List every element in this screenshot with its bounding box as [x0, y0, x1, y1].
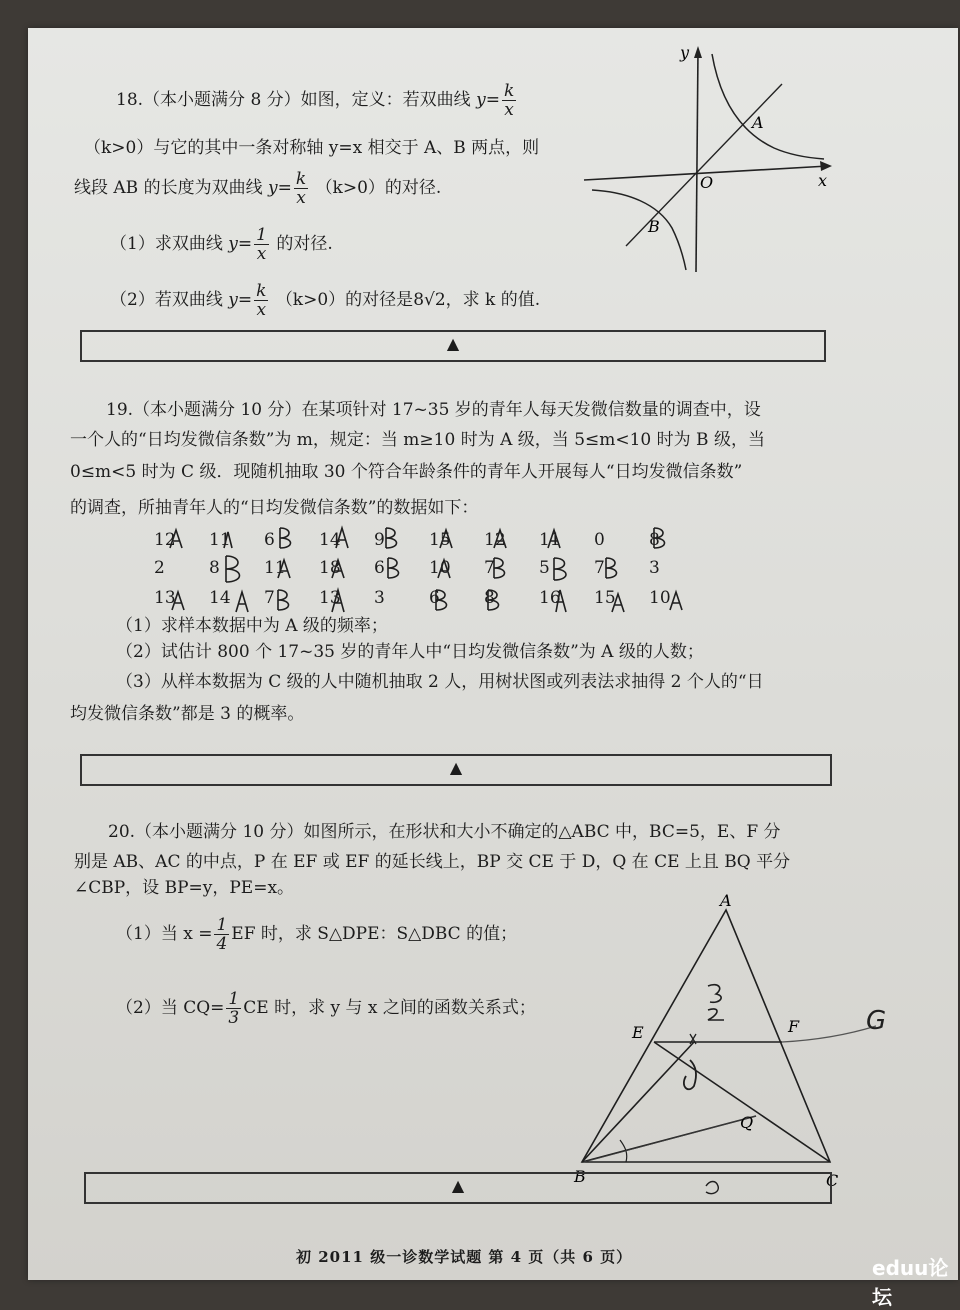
q19-line1: 19.（本小题满分 10 分）在某项针对 17~35 岁的青年人每天发微信数量的调查中，设	[106, 400, 761, 420]
origin-label: O	[700, 173, 714, 192]
x-axis-label: x	[818, 171, 828, 190]
q18-line2: （k>0）与它的其中一条对称轴 y=x 相交于 A、B 两点，则	[84, 138, 540, 158]
fraction-1-over-3: $\frac{1}{3}$	[228, 989, 240, 1028]
triangle-icon: ▲	[449, 758, 463, 777]
q19-part1: （1）求样本数据中为 A 级的频率；	[116, 616, 388, 636]
fraction-1-over-4: $\frac{1}{4}$	[216, 915, 228, 954]
triangle-icon: ▲	[451, 1176, 465, 1195]
fraction-1-over-x: $\frac{1}{x}$	[256, 225, 267, 264]
point-e-label: E	[632, 1023, 644, 1042]
q19-part3a: （3）从样本数据为 C 级的人中随机抽取 2 人，用树状图或列表法求抽得 2 个人的“日	[116, 672, 764, 692]
handwritten-g: G	[866, 1006, 887, 1036]
answer-box-q18[interactable]	[80, 330, 826, 362]
q19-part3b: 均发微信条数”都是 3 的概率。	[70, 704, 305, 724]
point-a-label: A	[752, 113, 764, 132]
q18-line1: 18.（本小题满分 8 分）如图，定义：若双曲线 y= $\frac{k}{x}$	[116, 81, 515, 120]
vertex-a-label: A	[720, 891, 732, 910]
fraction-k-over-x: $\frac{k}{x}$	[503, 81, 515, 120]
vertex-c-label: C	[826, 1171, 839, 1190]
q19-part2: （2）试估计 800 个 17~35 岁的青年人中“日均发微信条数”为 A 级的人数；	[116, 642, 704, 662]
q18-line3: 线段 AB 的长度为双曲线 y= $\frac{k}{x}$ （k>0）的对径.	[74, 169, 442, 208]
q20-part1: （1）当 x = $\frac{1}{4}$ EF 时，求 S△DPE：S△DBC 的值；	[116, 915, 518, 954]
triangle-icon: ▲	[446, 334, 460, 353]
answer-box-q19[interactable]	[80, 754, 832, 786]
data-row-1: 12 11 6 14 9 15 12 11 0 8	[154, 530, 660, 550]
fraction-k-over-x: $\frac{k}{x}$	[256, 281, 267, 320]
data-row-3: 13 14 7 13 3 6 8 16 15 10	[154, 588, 671, 608]
triangle-figure	[570, 890, 900, 1200]
point-q-label: Q	[740, 1113, 754, 1132]
q18-part2: （2）若双曲线 y= $\frac{k}{x}$ （k>0）的对径是8√2，求 k 的值.	[110, 281, 541, 320]
site-watermark-logo: eduu论坛	[872, 1256, 949, 1309]
fraction-k-over-x: $\frac{k}{x}$	[295, 169, 307, 208]
vertex-b-label: B	[574, 1167, 586, 1186]
q19-line2: 一个人的“日均发微信条数”为 m，规定：当 m≥10 时为 A 级，当 5≤m<10 时为 B 级，当	[70, 430, 765, 450]
answer-box-q20[interactable]	[84, 1172, 832, 1204]
point-f-label: F	[788, 1017, 800, 1036]
q18-part1: （1）求双曲线 y= $\frac{1}{x}$ 的对径.	[110, 225, 333, 264]
q19-line3: 0≤m<5 时为 C 级．现随机抽取 30 个符合年龄条件的青年人开展每人“日均发微信条数”	[70, 462, 743, 482]
point-b-label: B	[648, 217, 660, 236]
q20-part2: （2）当 CQ= $\frac{1}{3}$ CE 时，求 y 与 x 之间的函数关系式；	[116, 989, 536, 1028]
page-footer: 初 2011 级一诊数学试题 第 4 页（共 6 页）	[296, 1248, 633, 1266]
q20-line2: 别是 AB、AC 的中点，P 在 EF 或 EF 的延长线上，BP 交 CE 于 D，Q 在 CE 上且 BQ 平分	[74, 852, 791, 872]
q20-line3: ∠CBP，设 BP=y，PE=x。	[74, 878, 295, 898]
y-axis-label: y	[680, 43, 690, 62]
q20-line1: 20.（本小题满分 10 分）如图所示，在形状和大小不确定的△ABC 中，BC=5，E、F 分	[108, 822, 781, 842]
q19-line4: 的调查，所抽青年人的“日均发微信条数”的数据如下：	[70, 498, 479, 518]
handwritten-grade-marks	[150, 520, 710, 620]
hyperbola-graph	[578, 40, 840, 280]
data-row-2: 2 8 11 18 6 10 7 5 7 3	[154, 558, 660, 578]
